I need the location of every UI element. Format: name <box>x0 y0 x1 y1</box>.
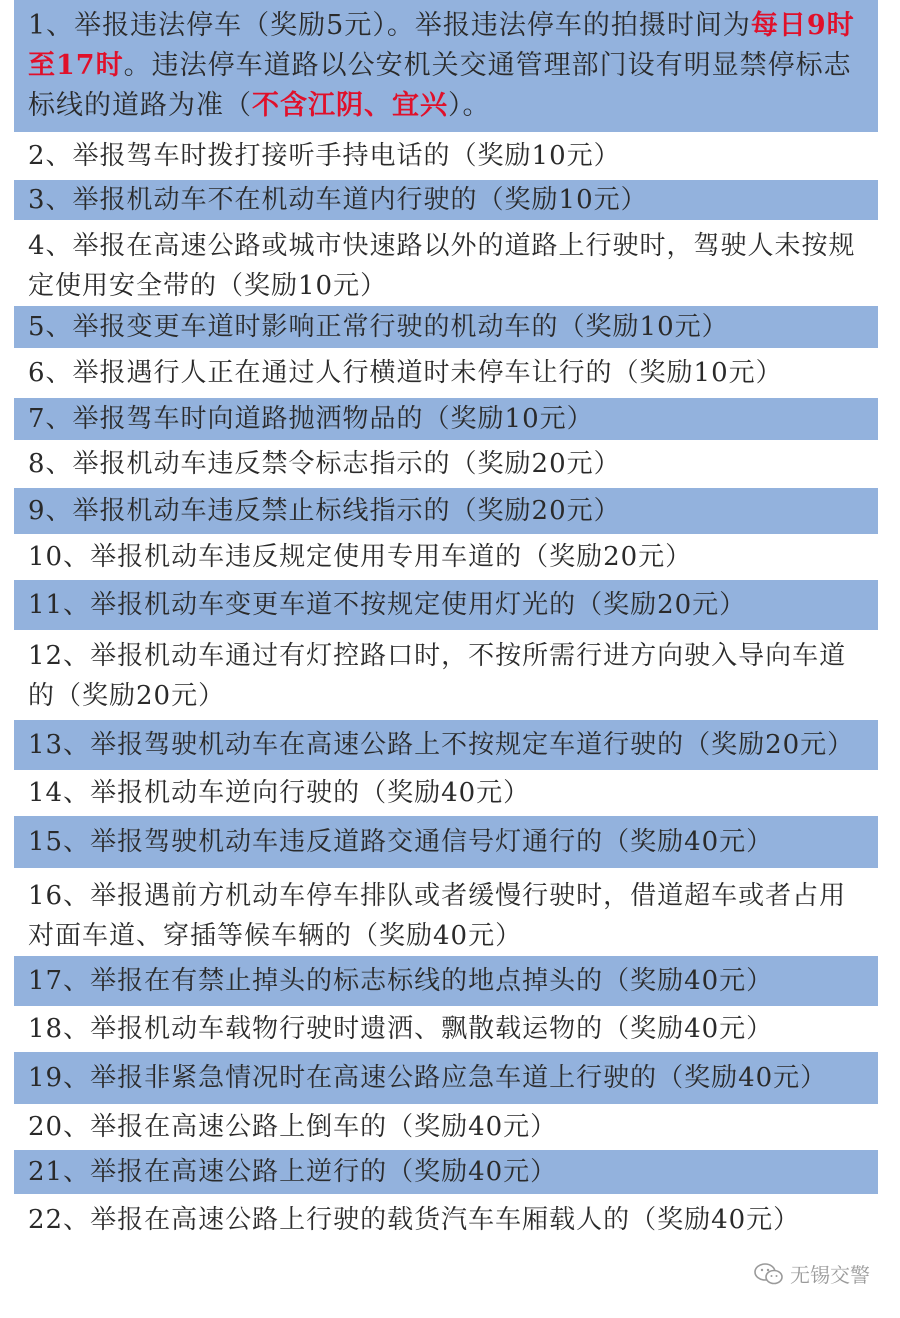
list-item: 18、举报机动车载物行驶时遗洒、飘散载运物的（奖励40元） <box>14 1006 878 1052</box>
list-item: 9、举报机动车违反禁止标线指示的（奖励20元） <box>14 488 878 534</box>
list-item: 3、举报机动车不在机动车道内行驶的（奖励10元） <box>14 180 878 220</box>
list-item: 21、举报在高速公路上逆行的（奖励40元） <box>14 1150 878 1194</box>
list-item: 20、举报在高速公路上倒车的（奖励40元） <box>14 1104 878 1150</box>
wechat-icon <box>754 1262 784 1286</box>
list-item: 15、举报驾驶机动车违反道路交通信号灯通行的（奖励40元） <box>14 816 878 868</box>
list-item: 11、举报机动车变更车道不按规定使用灯光的（奖励20元） <box>14 580 878 630</box>
highlight-text: 每日9时至17时 <box>28 10 855 81</box>
list-item: 22、举报在高速公路上行驶的载货汽车车厢载人的（奖励40元） <box>14 1194 878 1246</box>
list-item: 19、举报非紧急情况时在高速公路应急车道上行驶的（奖励40元） <box>14 1052 878 1104</box>
list-item: 10、举报机动车违反规定使用专用车道的（奖励20元） <box>14 534 878 580</box>
reward-list <box>14 0 878 1246</box>
highlight-text: 不含江阴、宜兴 <box>252 90 448 121</box>
list-item: 8、举报机动车违反禁令标志指示的（奖励20元） <box>14 440 878 488</box>
list-item: 12、举报机动车通过有灯控路口时，不按所需行进方向驶入导向车道的（奖励20元） <box>14 630 878 720</box>
list-item: 6、举报遇行人正在通过人行横道时未停车让行的（奖励10元） <box>14 348 878 398</box>
list-item: 1、举报违法停车（奖励5元）。举报违法停车的拍摄时间为每日9时至17时。违法停车道路以公安机关交通管理部门设有明显禁停标志标线的道路为准（不含江阴、宜兴）。 <box>14 0 878 132</box>
list-item: 13、举报驾驶机动车在高速公路上不按规定车道行驶的（奖励20元） <box>14 720 878 770</box>
list-item: 2、举报驾车时拨打接听手持电话的（奖励10元） <box>14 132 878 180</box>
watermark-text: 无锡交警 <box>790 1263 870 1287</box>
list-item: 4、举报在高速公路或城市快速路以外的道路上行驶时，驾驶人未按规定使用安全带的（奖励10元） <box>14 220 878 306</box>
list-item: 14、举报机动车逆向行驶的（奖励40元） <box>14 770 878 816</box>
list-item: 7、举报驾车时向道路抛洒物品的（奖励10元） <box>14 398 878 440</box>
list-item: 5、举报变更车道时影响正常行驶的机动车的（奖励10元） <box>14 306 878 348</box>
watermark <box>754 1259 870 1288</box>
list-item: 17、举报在有禁止掉头的标志标线的地点掉头的（奖励40元） <box>14 956 878 1006</box>
list-item: 16、举报遇前方机动车停车排队或者缓慢行驶时，借道超车或者占用对面车道、穿插等候车辆的（奖励40元） <box>14 868 878 956</box>
